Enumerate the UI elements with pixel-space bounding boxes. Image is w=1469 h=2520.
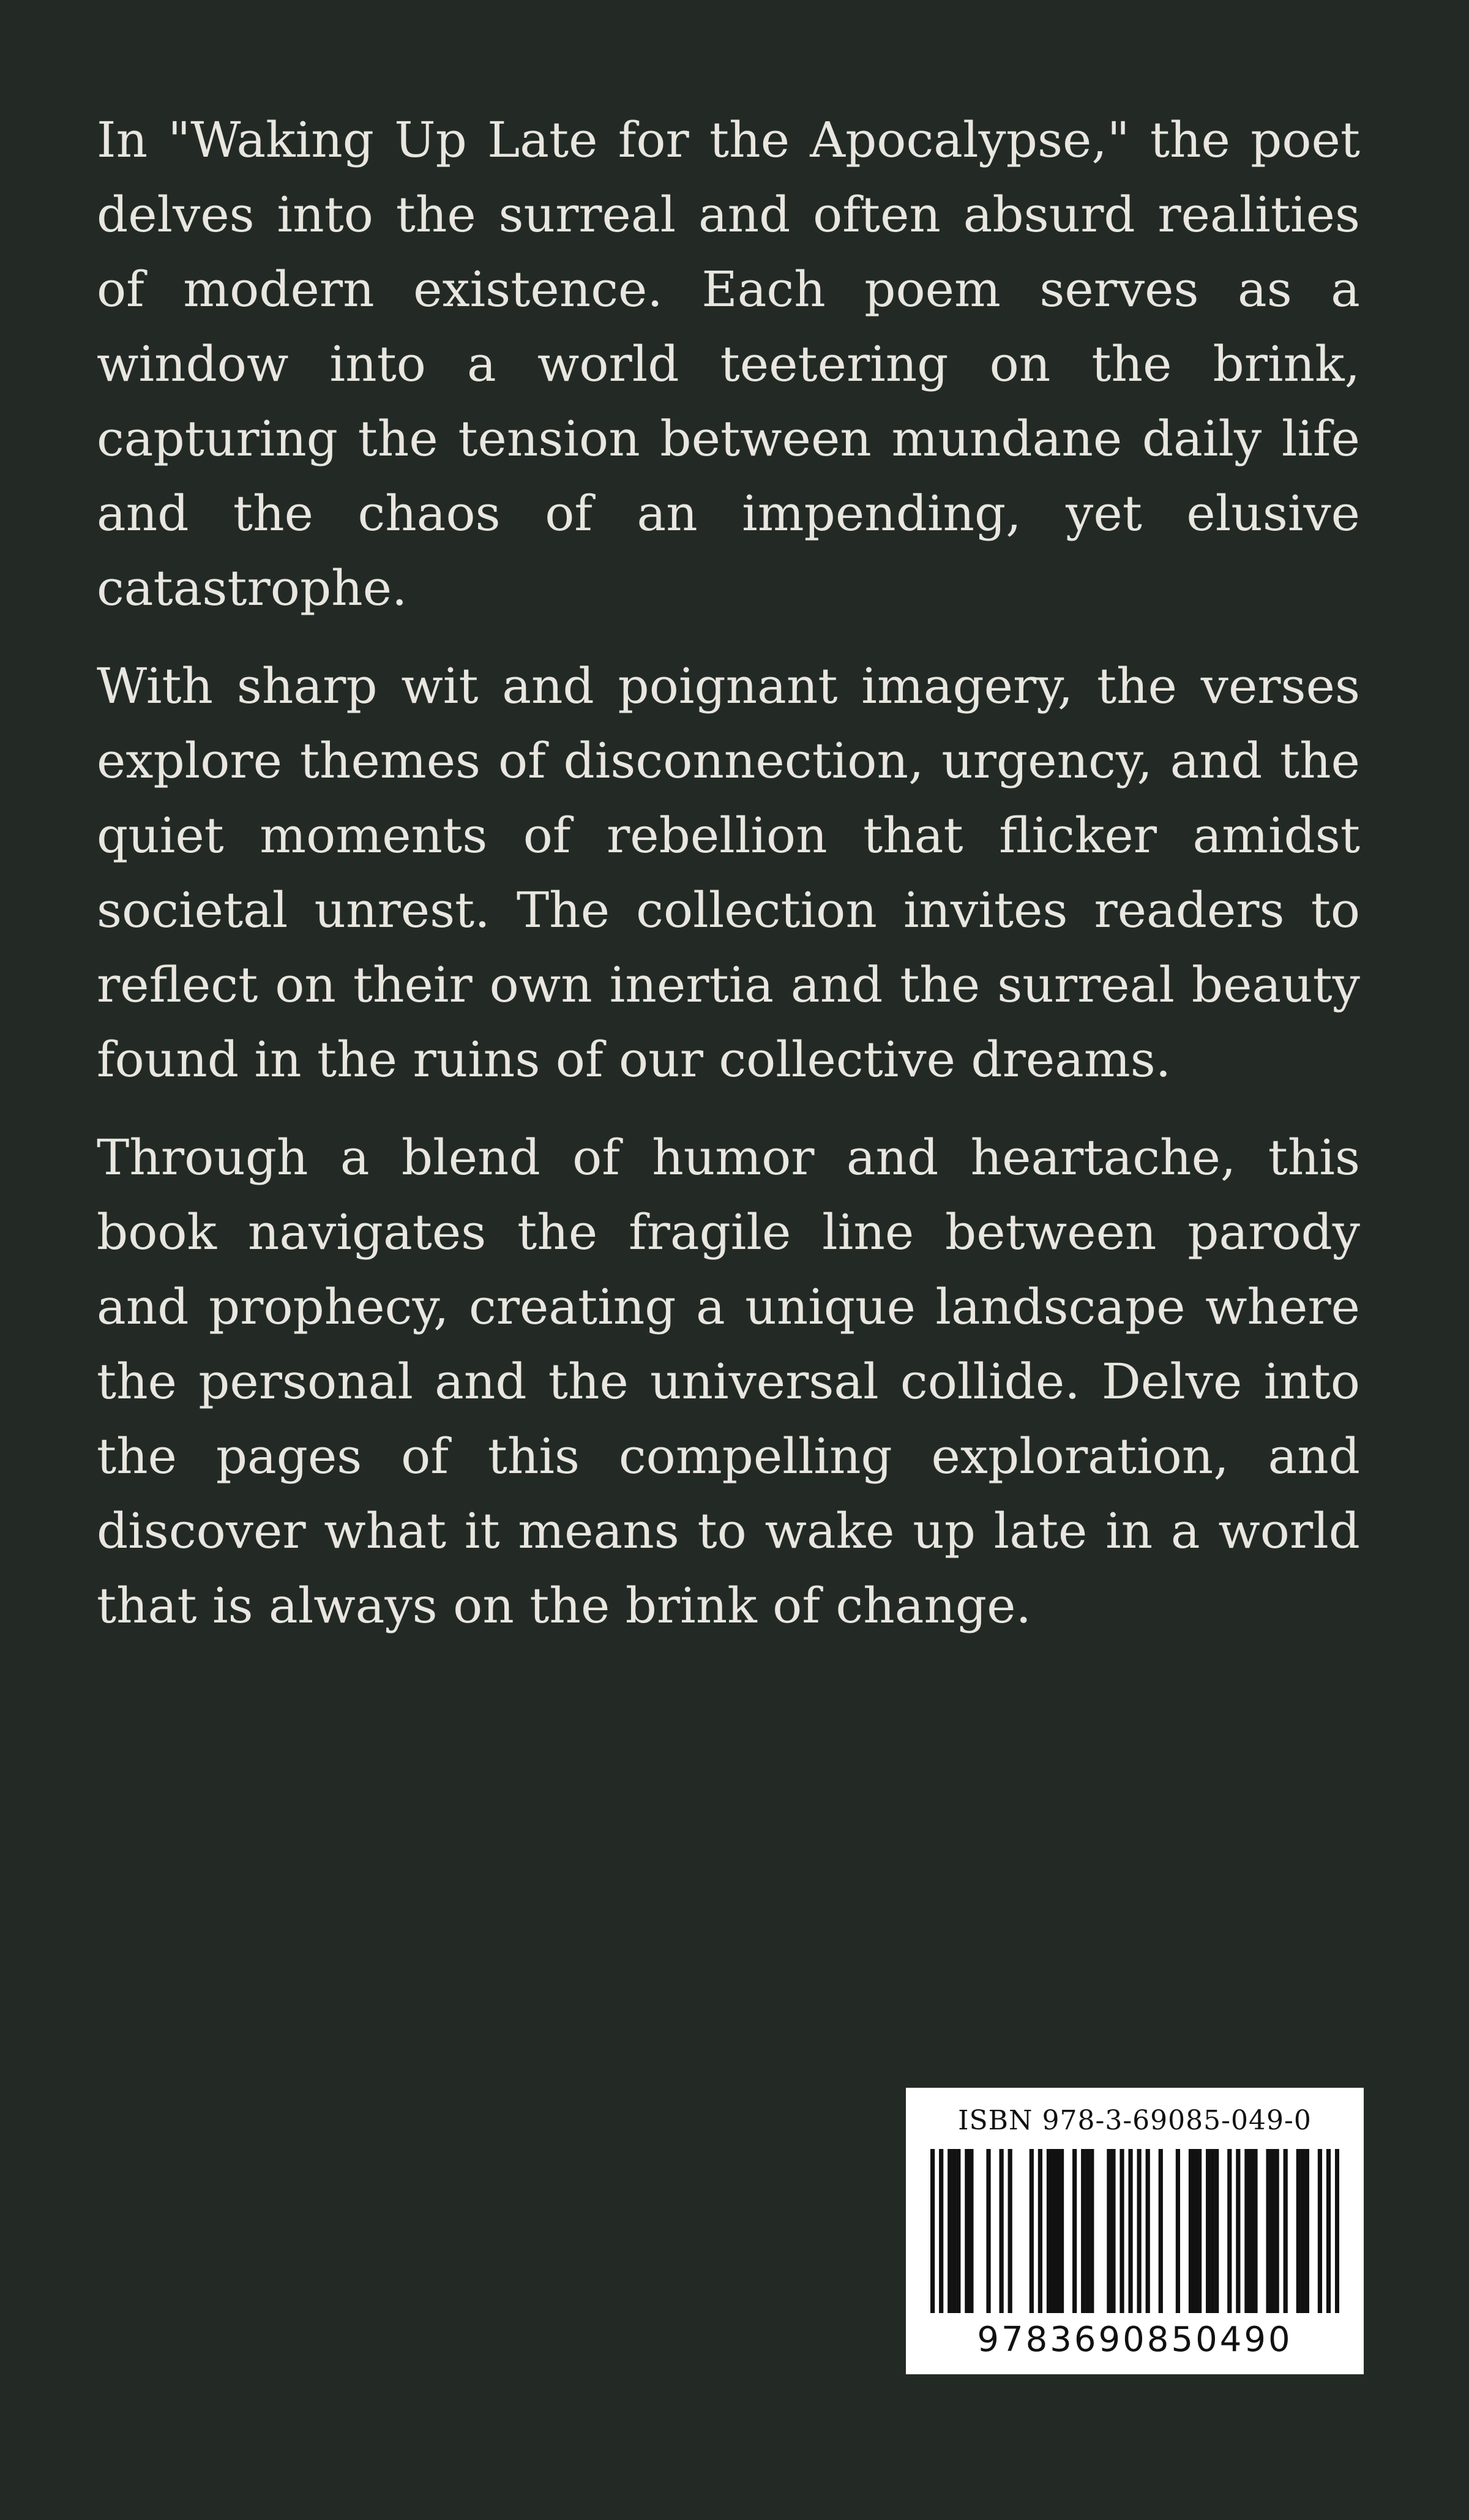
barcode-bar (1176, 2149, 1180, 2313)
barcode-bar (1137, 2149, 1142, 2313)
barcode-bar (965, 2149, 969, 2313)
blurb-paragraph-1: In "Waking Up Late for the Apocalypse," the poet delves into the surreal and often absurd realities of modern existence. Each poem serves as a window into a world teetering on the brink, capturing the tension between mundane daily life and the chaos of an impending, yet elusive catastrophe. (97, 111, 1360, 617)
barcode-bar (930, 2149, 935, 2313)
isbn-barcode-panel (906, 2088, 1364, 2374)
barcode-bar (1060, 2149, 1064, 2313)
barcode-bar (1189, 2149, 1193, 2313)
barcode-bar (1120, 2149, 1124, 2313)
barcode-bar (1055, 2149, 1060, 2313)
barcode-bar (1227, 2149, 1232, 2313)
barcode-bar (1128, 2149, 1132, 2313)
barcode-bar (1081, 2149, 1085, 2313)
barcode-bar (1107, 2149, 1111, 2313)
barcode-bar (939, 2149, 943, 2313)
barcode-bar (1111, 2149, 1115, 2313)
barcode-bar (1206, 2149, 1210, 2313)
barcode-bar (969, 2149, 973, 2313)
barcode-number: 9783690850490 (977, 2320, 1293, 2360)
barcode-bar (1193, 2149, 1197, 2313)
barcode-bar (1038, 2149, 1042, 2313)
isbn-label: ISBN 978-3-69085-049-0 (958, 2105, 1312, 2136)
barcode-icon (930, 2149, 1339, 2313)
barcode-bar (1008, 2149, 1012, 2313)
barcode-bar (1085, 2149, 1090, 2313)
barcode-bar (1284, 2149, 1288, 2313)
barcode-bar (1244, 2149, 1249, 2313)
barcode-bar (1305, 2149, 1309, 2313)
barcode-bar (1214, 2149, 1219, 2313)
barcode-bar (1270, 2149, 1274, 2313)
barcode-bar (948, 2149, 952, 2313)
barcode-bar (1000, 2149, 1004, 2313)
barcode-bar (1146, 2149, 1150, 2313)
barcode-bar (1335, 2149, 1339, 2313)
barcode-bar (1326, 2149, 1331, 2313)
barcode-bar (1210, 2149, 1214, 2313)
blurb-paragraph-2: With sharp wit and poignant imagery, the verses explore themes of disconnection, urgency, and the quiet moments of rebellion that flicker amidst societal unrest. The collection invites readers to reflect on their own inertia and the surreal beauty found in the ruins of our collective dreams. (97, 658, 1360, 1088)
barcode-bar (1296, 2149, 1301, 2313)
barcode-bar (1051, 2149, 1055, 2313)
barcode-bar (1030, 2149, 1034, 2313)
barcode-bar (1318, 2149, 1322, 2313)
barcode-bar (1159, 2149, 1163, 2313)
blurb-paragraph-3: Through a blend of humor and heartache, this book navigates the fragile line between parody and prophecy, creating a unique landscape where the personal and the universal collide. Delve into the pages of this compelling exploration, and discover what it means to wake up late in a world that is always on the brink of change. (97, 1129, 1360, 1634)
barcode-bar (1249, 2149, 1253, 2313)
barcode-bar (1047, 2149, 1051, 2313)
barcode-bar (1266, 2149, 1270, 2313)
barcode-bar (956, 2149, 960, 2313)
barcode-bar (1090, 2149, 1094, 2313)
barcode-bar (952, 2149, 956, 2313)
barcode-bar (1072, 2149, 1077, 2313)
blurb-text (97, 103, 1360, 1667)
barcode-bar (1236, 2149, 1240, 2313)
barcode-bar (986, 2149, 990, 2313)
barcode-bar (1275, 2149, 1279, 2313)
barcode-bar (1197, 2149, 1202, 2313)
barcode-bar (1301, 2149, 1305, 2313)
barcode-bar (1253, 2149, 1257, 2313)
